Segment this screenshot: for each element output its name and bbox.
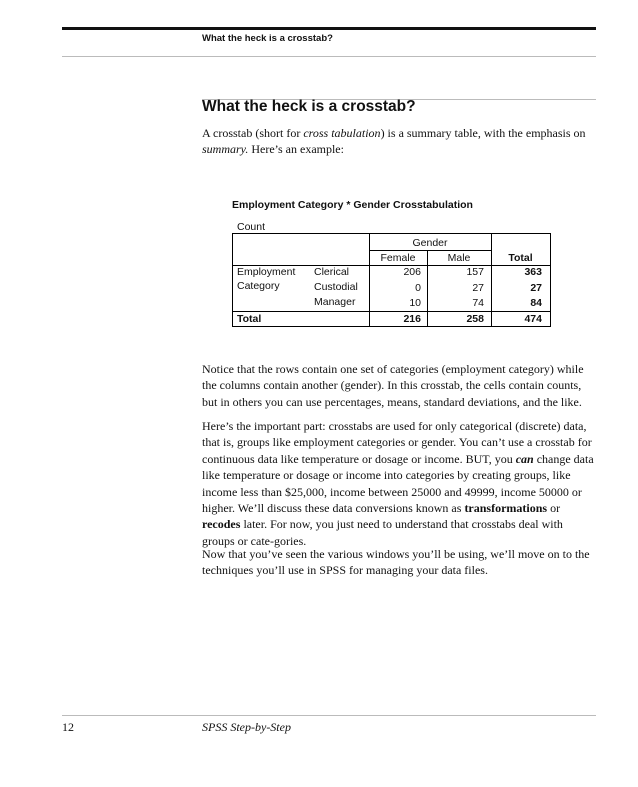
crosstab-divider-h3: [233, 311, 550, 312]
gender-header: Gender: [412, 237, 448, 249]
top-rule: [62, 27, 596, 30]
header-divider: [62, 56, 596, 57]
term-transformations: transformations: [464, 501, 548, 516]
cell-manager-total: 84: [530, 297, 542, 309]
row-variable-label: Employment: [237, 266, 296, 278]
cell-manager-female: 10: [409, 297, 421, 309]
cell-grand-total: 474: [524, 313, 542, 325]
crosstab-statistic-label: Count: [237, 221, 266, 233]
section-title: What the heck is a crosstab?: [202, 98, 416, 115]
row-label-clerical: Clerical: [314, 266, 350, 278]
cell-clerical-female: 206: [403, 266, 421, 278]
cell-custodial-female: 0: [415, 282, 421, 294]
crosstab-divider-h1: [369, 250, 491, 251]
paragraph-rows-columns: Notice that the rows contain one set of categories (employment category) while the columns contain another (gender). In this crosstab, the cells contain counts, but in others you can use percentages, means, standard deviations, and the like.: [202, 362, 584, 409]
cell-clerical-male: 157: [466, 266, 484, 278]
running-head: What the heck is a crosstab?: [202, 33, 333, 44]
row-variable-label-cont: Category: [237, 280, 280, 292]
row-label-custodial: Custodial: [314, 281, 358, 293]
cell-custodial-male: 27: [472, 282, 484, 294]
cell-custodial-total: 27: [530, 282, 542, 294]
footer-divider: [62, 715, 596, 716]
total-row-label: Total: [237, 313, 262, 325]
paragraph-important-part: Here’s the important part: crosstabs are used for only categorical (discrete) data, that is, groups like employment categories or gender. You can’t use a crosstab for continuous data like temperature or dosage or income. BUT, you can change data like temperature or dosage or income into categories by creating groups, like income less than $25,000, income between 25000 and 49999, income 50000 or higher. We’ll discuss these data conversions known as transformations or recodes later. For now, you just need to understand that crosstabs deal with groups or cate-gories.: [202, 419, 594, 548]
intro-paragraph: A crosstab (short for cross tabulation) is a summary table, with the emphasis on summary. Here’s an example:: [202, 126, 586, 157]
cell-total-female: 216: [403, 313, 421, 325]
paragraph-next-steps: Now that you’ve seen the various windows you’ll be using, we’ll move on to the techniques you’ll use in SPSS for managing your data files.: [202, 547, 590, 578]
crosstab-table: [232, 233, 551, 327]
row-label-manager: Manager: [314, 296, 356, 308]
female-header: Female: [380, 252, 416, 264]
emphasis-cross-tabulation: cross tabulation: [303, 126, 381, 140]
emphasis-can: can: [515, 451, 534, 466]
term-recodes: recodes: [202, 517, 241, 532]
male-header: Male: [447, 252, 471, 264]
page-number: 12: [62, 720, 74, 734]
cell-clerical-total: 363: [524, 266, 542, 278]
footer-book-title: SPSS Step-by-Step: [202, 720, 291, 734]
total-header: Total: [508, 252, 533, 264]
emphasis-summary: summary.: [202, 142, 249, 157]
cell-manager-male: 74: [472, 297, 484, 309]
crosstab-title: Employment Category * Gender Crosstabulation: [232, 199, 473, 211]
cell-total-male: 258: [466, 313, 484, 325]
